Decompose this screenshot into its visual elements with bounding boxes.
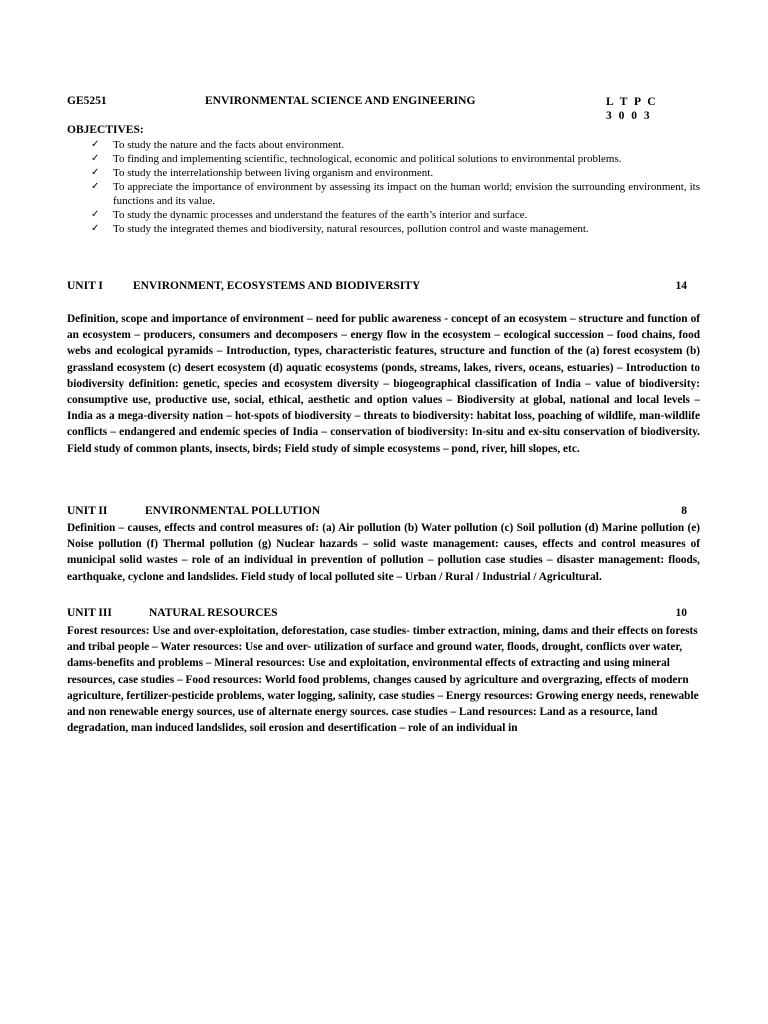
unit-hours: 10 bbox=[675, 607, 687, 619]
unit-2-body: Definition – causes, effects and control measures of: (a) Air pollution (b) Water pollution (c) Soil pollution (d) Marine pollution (e) Noise pollution (f) Thermal pollution (g) Nuclear hazards – solid waste management: causes, effects and control measures of municipal solid wastes – role of an individual in prevention of pollution – pollution case studies – disaster management: floods, earthquake, cyclone and landslides. Field study of local polluted site – Urban / Rural / Industrial / Agricultural. bbox=[67, 522, 700, 583]
unit-title: NATURAL RESOURCES bbox=[149, 607, 278, 619]
objective-item: ✓ To study the dynamic processes and understand the features of the earth’s interior and surface. bbox=[91, 209, 528, 221]
objective-item: ✓ To finding and implementing scientific, technological, economic and political solutions to environmental problems. bbox=[91, 153, 622, 165]
course-title: ENVIRONMENTAL SCIENCE AND ENGINEERING bbox=[205, 95, 476, 107]
objectives-list bbox=[91, 138, 700, 236]
objective-item: ✓ To study the nature and the facts about environment. bbox=[91, 139, 345, 151]
check-mark-icon: ✓ bbox=[91, 153, 100, 164]
check-mark-icon: ✓ bbox=[91, 139, 100, 150]
unit-hours: 14 bbox=[675, 280, 687, 292]
unit-title: ENVIRONMENT, ECOSYSTEMS AND BIODIVERSITY bbox=[133, 280, 421, 292]
objective-item: ✓ To study the interrelationship between living organism and environment. bbox=[91, 167, 434, 179]
objective-item: ✓ To study the integrated themes and biodiversity, natural resources, pollution control and waste management. bbox=[91, 223, 589, 235]
check-mark-icon: ✓ bbox=[91, 223, 100, 234]
unit-label: UNIT III bbox=[67, 607, 112, 619]
check-mark-icon: ✓ bbox=[91, 181, 100, 192]
unit-1-body: Definition, scope and importance of environment – need for public awareness - concept of an ecosystem – structure and function of an ecosystem – producers, consumers and decomposers – energy flow in the ecosystem – ecological succession – food chains, food webs and ecological pyramids – Introduction, types, characteristic features, structure and function of the (a) forest ecosystem (b) grassland ecosystem (c) desert ecosystem (d) aquatic ecosystems (ponds, streams, lakes, rivers, oceans, estuaries) – Introduction to biodiversity definition: genetic, species and ecosystem diversity – biogeographical classification of India – value of biodiversity: consumptive use, productive use, social, ethical, aesthetic and option values – Biodiversity at global, national and local levels – India as a mega-diversity nation – hot-spots of biodiversity – threats to biodiversity: habitat loss, poaching of wildlife, man-wildlife conflicts – endangered and endemic species of India – conservation of biodiversity: In-situ and ex-situ conservation of biodiversity. Field study of common plants, insects, birds; Field study of simple ecosystems – pond, river, hill slopes, etc. bbox=[67, 313, 700, 455]
objective-item: ✓ To appreciate the importance of environment by assessing its impact on the human world; envision the surrounding environment, its functions and its value. bbox=[91, 181, 700, 207]
course-code: GE5251 bbox=[67, 95, 107, 107]
course-header bbox=[67, 95, 707, 125]
unit-hours: 8 bbox=[681, 505, 687, 517]
check-mark-icon: ✓ bbox=[91, 209, 100, 220]
objectives-heading: OBJECTIVES: bbox=[67, 124, 144, 136]
ltpc-block bbox=[606, 95, 658, 123]
unit-label: UNIT I bbox=[67, 280, 103, 292]
check-mark-icon: ✓ bbox=[91, 167, 100, 178]
ltpc-label: L T P C bbox=[606, 96, 658, 108]
ltpc-values: 3 0 0 3 bbox=[606, 110, 652, 122]
unit-3-body: Forest resources: Use and over-exploitation, deforestation, case studies- timber extraction, mining, dams and their effects on forests and tribal people – Water resources: Use and over- utilization of surface and ground water, floods, drought, conflicts over water, dams-benefits and problems – Mineral resources: Use and exploitation, environmental effects of extracting and using mineral resources, case studies – Food resources: World food problems, changes caused by agriculture and overgrazing, effects of modern agriculture, fertilizer-pesticide problems, water logging, salinity, case studies – Energy resources: Growing energy needs, renewable and non renewable energy sources, use of alternate energy sources. case studies – Land resources: Land as a resource, land degradation, man induced landslides, soil erosion and desertification – role of an individual in bbox=[67, 625, 699, 735]
unit-label: UNIT II bbox=[67, 505, 108, 517]
unit-title: ENVIRONMENTAL POLLUTION bbox=[145, 505, 321, 517]
